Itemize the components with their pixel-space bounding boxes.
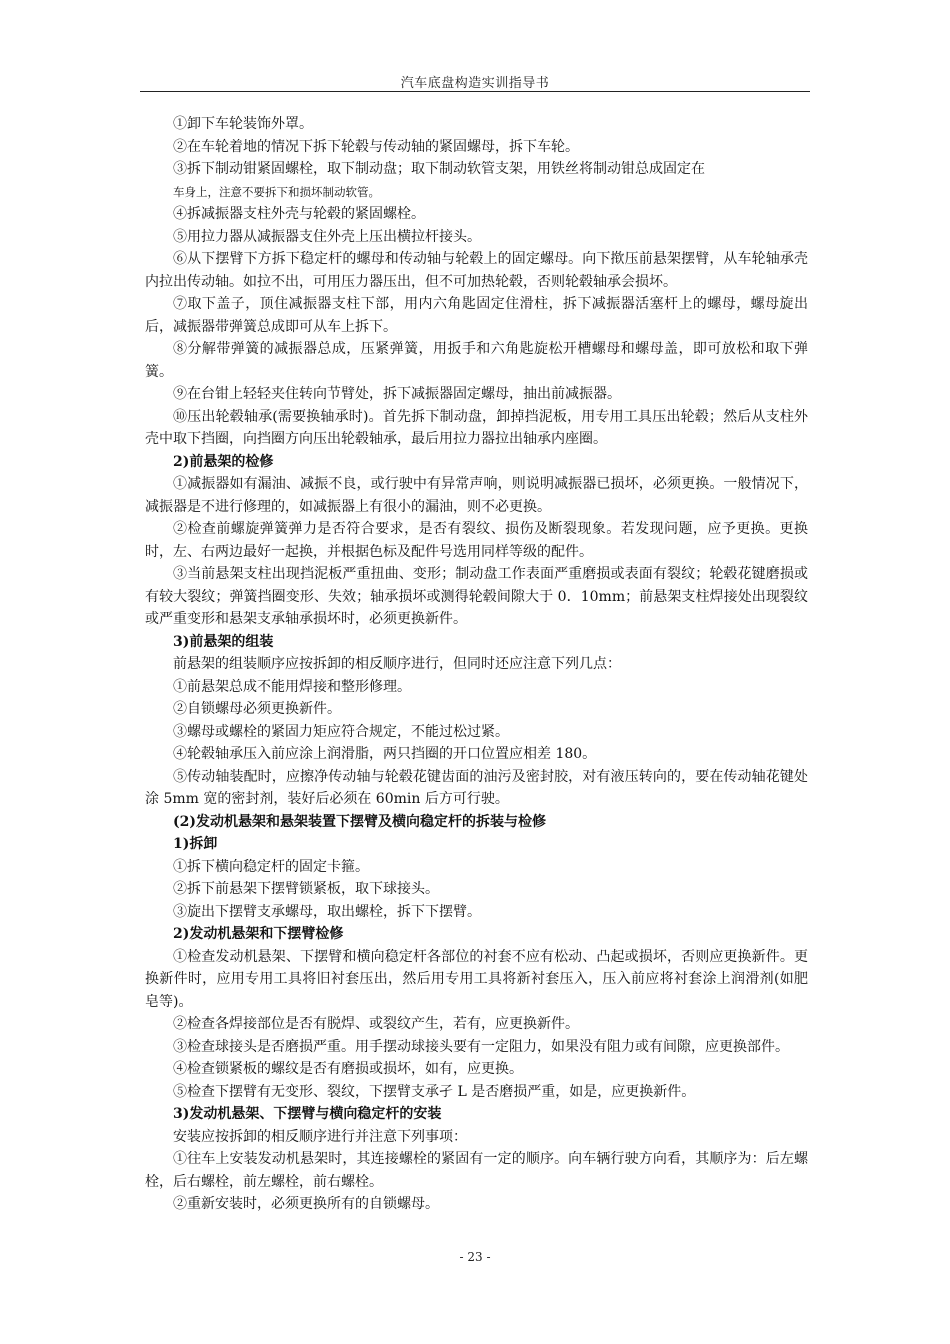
paragraph: ③检查球接头是否磨损严重。用手摆动球接头要有一定阻力，如果没有阻力或有间隙，应更换部件。 — [173, 1038, 789, 1055]
paragraph: ⑨在台钳上轻轻夹住转向节臂处，拆下减振器固定螺母，抽出前减振器。 — [173, 386, 621, 402]
section-heading: 3)发动机悬架、下摆臂与横向稳定杆的安装 — [173, 1106, 442, 1122]
paragraph: ①前悬架总成不能用焊接和整形修理。 — [173, 678, 411, 695]
page-number: - 23 - — [459, 1250, 491, 1264]
header-divider — [140, 91, 810, 92]
paragraph: ①检查发动机悬架、下摆臂和横向稳定杆各部位的衬套不应有松动、凸起或损坏，否则应更换新件。更换新件时，应用专用工具将旧衬套压出，然后用专用工具将新衬套压入，压入前应将衬套涂上润滑剂(如肥皂等)。 — [145, 948, 808, 1010]
paragraph: ①卸下车轮装饰外罩。 — [173, 116, 313, 132]
paragraph: ②自锁螺母必须更换新件。 — [173, 701, 341, 717]
paragraph: 前悬架的组装顺序应按拆卸的相反顺序进行，但同时还应注意下列几点： — [173, 656, 621, 672]
paragraph: ⑧分解带弹簧的减振器总成，压紧弹簧，用扳手和六角匙旋松开槽螺母和螺母盖，即可放松和取下弹簧。 — [145, 341, 808, 380]
paragraph: ①拆下横向稳定杆的固定卡箍。 — [173, 858, 369, 875]
section-heading: 2)前悬架的检修 — [173, 453, 274, 470]
section-heading: (2)发动机悬架和悬架装置下摆臂及横向稳定杆的拆装与检修 — [173, 813, 546, 830]
section-heading: 1)拆卸 — [173, 836, 218, 852]
document-body — [145, 113, 808, 1216]
paragraph: 安装应按拆卸的相反顺序进行并注意下列事项： — [173, 1128, 467, 1145]
paragraph: 车身上，注意不要拆下和损坏制动软管。 — [173, 184, 380, 199]
paragraph: ③拆下制动钳紧固螺栓，取下制动盘；取下制动软管支架，用铁丝将制动钳总成固定在 — [173, 161, 705, 177]
paragraph: ②检查各焊接部位是否有脱焊、或裂纹产生，若有，应更换新件。 — [173, 1016, 579, 1032]
paragraph: ③当前悬架支柱出现挡泥板严重扭曲、变形；制动盘工作表面严重磨损或表面有裂纹；轮毂花键磨损或有较大裂纹；弹簧挡圈变形、失效；轴承损坏或测得轮毂间隙大于 0．10mm；前悬架支柱焊接处出现裂纹或严重变形和悬架支承轴承损坏时，必须更换新件。 — [145, 566, 808, 627]
paragraph: ①往车上安装发动机悬架时，其连接螺栓的紧固有一定的顺序。向车辆行驶方向看，其顺序为：后左螺栓，后右螺栓，前左螺栓，前右螺栓。 — [145, 1151, 808, 1190]
paragraph: ⑩压出轮毂轴承(需要换轴承时)。首先拆下制动盘，卸掉挡泥板，用专用工具压出轮毂；然后从支柱外壳中取下挡圈，向挡圈方向压出轮毂轴承，最后用拉力器拉出轴承内座圈。 — [145, 408, 808, 447]
section-heading: 2)发动机悬架和下摆臂检修 — [173, 926, 344, 942]
paragraph: ④检查锁紧板的螺纹是否有磨损或损坏，如有，应更换。 — [173, 1061, 523, 1077]
paragraph: ②重新安装时，必须更换所有的自锁螺母。 — [173, 1196, 439, 1212]
paragraph: ②检查前螺旋弹簧弹力是否符合要求，是否有裂纹、损伤及断裂现象。若发现问题，应予更换。更换时，左、右两边最好一起换，并根据色标及配件号选用同样等级的配件。 — [145, 521, 808, 560]
paragraph: ④轮毂轴承压入前应涂上润滑脂，两只挡圈的开口位置应相差 180。 — [173, 746, 597, 762]
paragraph: ⑤检查下摆臂有无变形、裂纹，下摆臂支承孑 L 是否磨损严重，如是，应更换新件。 — [173, 1083, 696, 1100]
section-heading: 3)前悬架的组装 — [173, 633, 274, 650]
paragraph: ④拆减振器支柱外壳与轮毂的紧固螺栓。 — [173, 206, 425, 222]
paragraph: ⑤用拉力器从减振器支住外壳上压出横拉杆接头。 — [173, 228, 481, 245]
paragraph: ⑤传动轴装配时，应擦净传动轴与轮毂花键齿面的油污及密封胶，对有液压转向的，要在传动轴花键处涂 5mm 宽的密封剂，装好后必须在 60min 后方可行驶。 — [145, 768, 808, 807]
page-header-title: 汽车底盘构造实训指导书 — [400, 76, 550, 91]
paragraph: ②拆下前悬架下摆臂锁紧板，取下球接头。 — [173, 881, 439, 897]
paragraph: ②在车轮着地的情况下拆下轮毂与传动轴的紧固螺母，拆下车轮。 — [173, 138, 579, 155]
paragraph: ③旋出下摆臂支承螺母，取出螺栓，拆下下摆臂。 — [173, 903, 481, 920]
paragraph: ⑥从下摆臂下方拆下稳定杆的螺母和传动轴与轮毂上的固定螺母。向下揿压前悬架摆臂，从车轮轴承壳内拉出传动轴。如拉不出，可用压力器压出，但不可加热轮毂，否则轮毂轴承会损坏。 — [145, 251, 808, 290]
paragraph: ⑦取下盖子，顶住减振器支柱下部，用内六角匙固定住滑柱，拆下减振器活塞杆上的螺母，螺母旋出后，减振器带弹簧总成即可从车上拆下。 — [145, 296, 808, 335]
paragraph: ③螺母或螺栓的紧固力矩应符合规定，不能过松过紧。 — [173, 723, 509, 740]
paragraph: ①减振器如有漏油、减振不良，或行驶中有异常声响，则说明减振器已损坏，必须更换。一般情况下，减振器是不进行修理的，如减振器上有很小的漏油，则不必更换。 — [145, 476, 808, 515]
